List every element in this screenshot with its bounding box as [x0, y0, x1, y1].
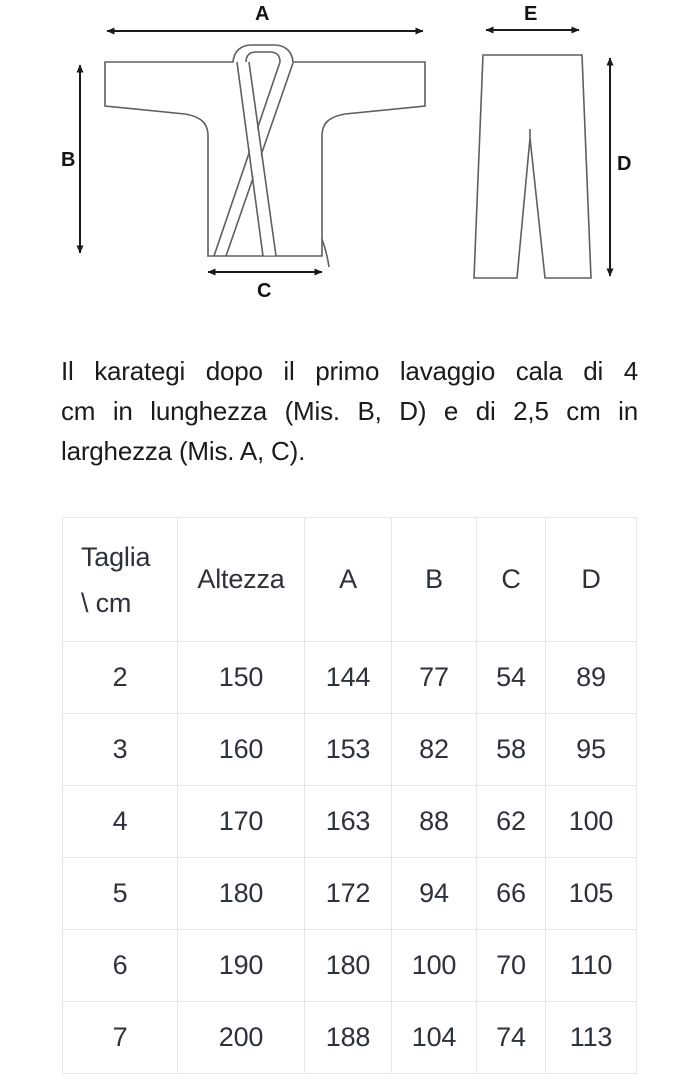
table-cell: 153	[305, 714, 392, 786]
jacket-hem-flap	[322, 239, 329, 267]
table-cell: 70	[477, 930, 546, 1002]
pants-diagram	[474, 55, 591, 278]
shrinkage-note-line3: larghezza (Mis. A, C).	[61, 436, 306, 466]
table-cell: 74	[477, 1002, 546, 1074]
table-cell: 3	[63, 714, 178, 786]
table-cell: 104	[392, 1002, 477, 1074]
col-header-a: A	[305, 518, 392, 642]
dim-label-e: E	[524, 3, 538, 25]
pants-dimension-arrows	[486, 30, 610, 276]
dim-label-c: C	[257, 280, 272, 302]
table-cell: 200	[178, 1002, 305, 1074]
shrinkage-note-line2: cm in lunghezza (Mis. B, D) e di 2,5 cm in	[61, 396, 638, 426]
table-cell: 2	[63, 642, 178, 714]
table-row	[63, 714, 637, 786]
col-header-b: B	[392, 518, 477, 642]
table-cell: 105	[546, 858, 637, 930]
col-header-c: C	[477, 518, 546, 642]
table-row	[63, 642, 637, 714]
col-header-taglia	[63, 518, 178, 642]
jacket-diagram	[105, 45, 425, 267]
table-cell: 150	[178, 642, 305, 714]
size-table	[62, 517, 637, 1074]
table-row	[63, 858, 637, 930]
table-cell: 160	[178, 714, 305, 786]
dim-label-a: A	[255, 3, 270, 25]
table-cell: 163	[305, 786, 392, 858]
col-header-altezza: Altezza	[178, 518, 305, 642]
col-header-taglia-line1: Taglia	[81, 541, 151, 572]
table-cell: 6	[63, 930, 178, 1002]
col-header-taglia-line2: \ cm	[81, 587, 132, 618]
table-cell: 190	[178, 930, 305, 1002]
jacket-collar-inner	[246, 52, 280, 62]
table-cell: 5	[63, 858, 178, 930]
table-row	[63, 1002, 637, 1074]
table-cell: 94	[392, 858, 477, 930]
size-diagram	[0, 0, 699, 330]
table-cell: 89	[546, 642, 637, 714]
table-cell: 170	[178, 786, 305, 858]
table-cell: 54	[477, 642, 546, 714]
col-header-d: D	[546, 518, 637, 642]
table-cell: 7	[63, 1002, 178, 1074]
table-cell: 82	[392, 714, 477, 786]
table-cell: 77	[392, 642, 477, 714]
table-cell: 66	[477, 858, 546, 930]
table-cell: 172	[305, 858, 392, 930]
table-cell: 188	[305, 1002, 392, 1074]
table-cell: 113	[546, 1002, 637, 1074]
table-cell: 110	[546, 930, 637, 1002]
table-row	[63, 930, 637, 1002]
pants-outline	[474, 55, 591, 278]
shrinkage-note	[61, 351, 638, 471]
table-cell: 100	[392, 930, 477, 1002]
table-header-row	[63, 518, 637, 642]
table-cell: 180	[305, 930, 392, 1002]
table-cell: 62	[477, 786, 546, 858]
table-cell: 88	[392, 786, 477, 858]
table-cell: 180	[178, 858, 305, 930]
table-cell: 100	[546, 786, 637, 858]
dim-label-d: D	[617, 153, 632, 175]
table-row	[63, 786, 637, 858]
table-cell: 58	[477, 714, 546, 786]
dim-label-b: B	[61, 149, 76, 171]
size-diagram-canvas	[0, 0, 699, 330]
table-cell: 4	[63, 786, 178, 858]
table-cell: 144	[305, 642, 392, 714]
shrinkage-note-line1: Il karategi dopo il primo lavaggio cala di 4	[61, 356, 638, 386]
table-cell: 95	[546, 714, 637, 786]
